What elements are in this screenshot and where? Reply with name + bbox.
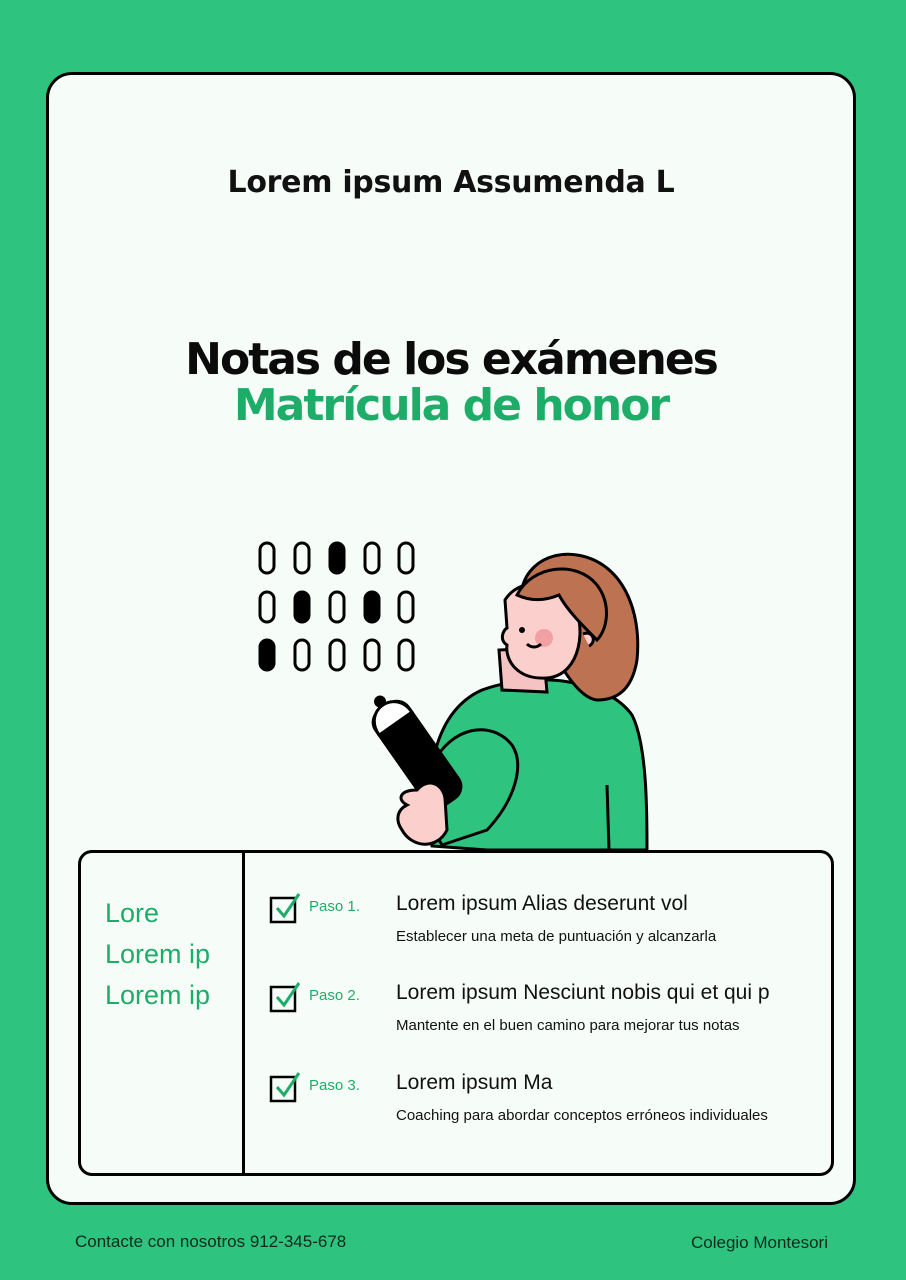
step-title: Lorem ipsum Nesciunt nobis qui et qui p: [396, 981, 770, 1004]
footer-school: Colegio Montesori: [690, 1233, 828, 1252]
checkbox-checked-icon: [269, 981, 301, 1013]
steps-panel: [78, 850, 834, 1176]
top-title: Lorem ipsum Assumenda L: [227, 165, 675, 200]
main-heading: [49, 334, 853, 431]
side-list-item: Lore: [105, 898, 160, 928]
footer-contact: Contacte con nosotros 912-345-678: [75, 1232, 347, 1251]
side-list: [105, 893, 210, 1016]
step-label: Paso 2.: [309, 987, 360, 1004]
panel-divider: [242, 853, 245, 1173]
poster-card: [46, 72, 856, 1205]
person-writing-bubble-sheet-icon: [247, 530, 667, 855]
step-description: Mantente en el buen camino para mejorar tus notas: [396, 1017, 740, 1034]
step-description: Coaching para abordar conceptos erróneos individuales: [396, 1107, 768, 1124]
checkbox-checked-icon: [269, 892, 301, 924]
step-description: Establecer una meta de puntuación y alcanzarla: [396, 928, 717, 945]
side-list-item: Lorem ip: [105, 980, 211, 1010]
step-title: Lorem ipsum Alias deserunt vol: [396, 892, 688, 915]
heading-line-1: Notas de los exámenes: [185, 334, 717, 385]
side-list-item: Lorem ip: [105, 939, 211, 969]
step-label: Paso 1.: [309, 898, 360, 915]
heading-line-2: Matrícula de honor: [233, 380, 669, 431]
checkbox-checked-icon: [269, 1071, 301, 1103]
step-label: Paso 3.: [309, 1077, 360, 1094]
step-title: Lorem ipsum Ma: [396, 1071, 553, 1094]
